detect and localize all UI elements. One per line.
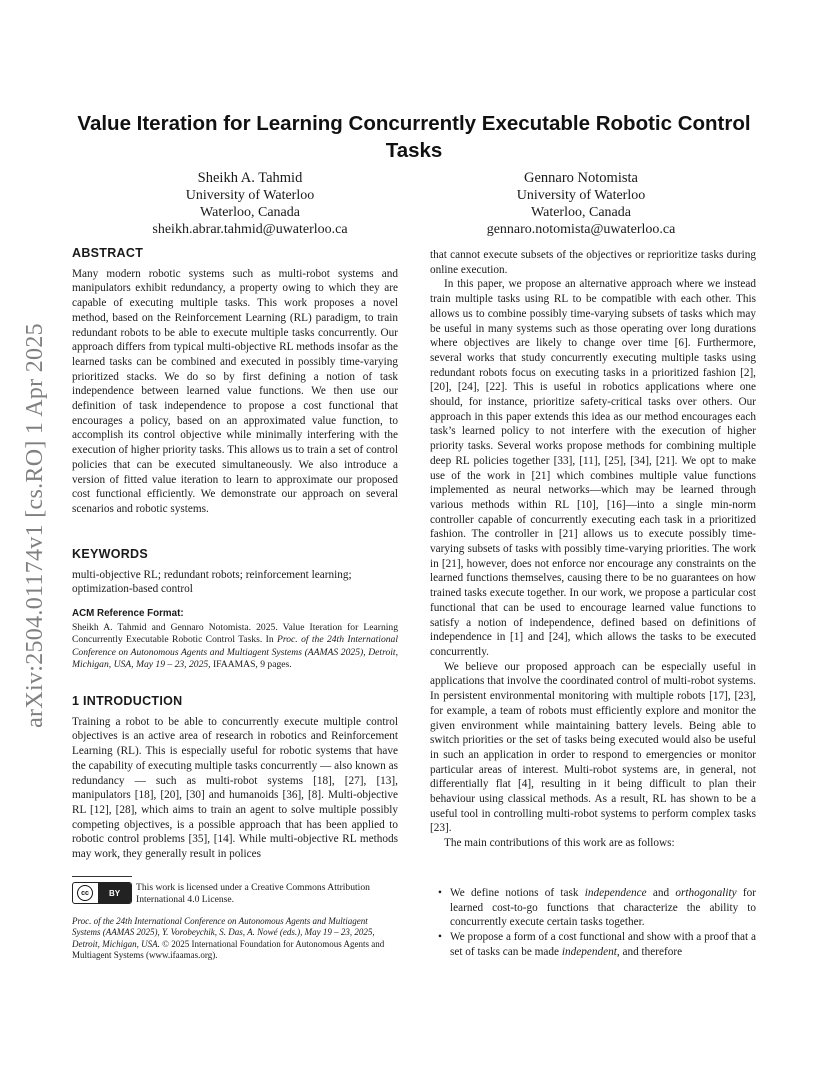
abstract-heading: ABSTRACT: [72, 246, 144, 260]
arxiv-identifier: arXiv:2504.01174v1 [cs.RO] 1 Apr 2025: [21, 322, 48, 728]
author-block: [431, 170, 731, 238]
abstract-text: Many modern robotic systems such as multi-robot systems and manipulators exhibit redundancy, a property owing to which they are capable of executing multiple tasks. This work proposes a novel method, based on the Reinforcement Learning (RL) paradigm, to train redundant robots to be able to execute multiple tasks concurrently. Our approach differs from typical multi-objective RL methods insofar as the learned tasks can be combined and executed in possibly time-varying prioritized stacks. We do so by first defining a notion of task independence between learned value functions. We then use our definition of task independence to propose a cost functional that encourages a policy, based on an approximated value function, to accomplish its control objective while minimally interfering with the execution of higher priority tasks. This allows us to train a set of control policies that can be executed simultaneously. We also introduce a version of fitted value iteration to learn to approximate our proposed cost functional efficiently. We demonstrate our approach on several scenarios and robotic systems.: [72, 267, 398, 515]
acm-reference-text: [72, 622, 398, 671]
license-text: This work is licensed under a Creative Commons Attribution International 4.0 License.: [136, 882, 370, 906]
proceedings-italic: Proc. of the 24th International Conference on Autonomous Agents and Multiagent Systems (AAMAS 2025), Y. Vorobeychik, S. Das, A. Nowé (eds.), May 19 – 23, 2025, Detroit, Michigan, USA.: [72, 916, 375, 949]
acm-reference-venue: Proc. of the 24th International Conference on Autonomous Agents and Multiagent Systems (AAMAS 2025), Detroit, Michigan, USA, May 19 – 23, 2025,: [72, 634, 399, 670]
proceedings-note: [72, 916, 398, 962]
author-location: Waterloo, Canada: [531, 205, 631, 220]
author-name: Sheikh A. Tahmid: [197, 170, 303, 186]
footnote-rule: [72, 876, 132, 877]
acm-reference: [72, 608, 398, 671]
license-note: [136, 882, 398, 906]
author-name: Gennaro Notomista: [524, 170, 638, 186]
author-affiliation: University of Waterloo: [516, 188, 646, 203]
cc-by-license-badge: [72, 882, 132, 904]
paragraph: In this paper, we propose an alternative approach where we instead train multiple tasks using RL to be compatible with each other. This allows us to combine possibly time-varying subsets of tasks which may be useful in many systems such as those operating over long durations where objectives are likely to change over time [6]. Furthermore, several works that study concurrently executing multiple tasks using redundant robots focus on executing tasks in a prioritized fashion [2], [20], [24], [22]. This is useful in robotics applications where one should, for instance, prioritize safety-critical tasks over others. Our approach in this paper extends this idea as our method encourages each task’s learned policy to not interfere with the execution of higher priority tasks. Several works propose methods for combining multiple deep RL policies together [33], [11], [25], [34], [21]. We opt to make use of the work in [21] which combines multiple value functions implemented as neural networks—which may be learned through various methods within RL [10], [16]—into a single min-norm controller capable of concurrently executing each task in a prioritized fashion. The controller in [21] allows us to execute possibly time-varying subsets of tasks with possibly time-varying priorities. The work in [21], however, does not enforce nor encourage any constraints on the learned functions themselves, causing there to be no guarantees on how trained tasks execute together. In our work, we propose a particular cost functional that can be used to encourage learned value functions to satisfy a notion of independence, defined based on definitions of independence in [1] and [24], which allows the tasks to be executed concurrently.: [430, 278, 756, 658]
acm-reference-plain: Sheikh A. Tahmid and Gennaro Notomista. 2025. Value Iteration for Learning Concurrently Executable Robotic Control Tasks. In: [72, 622, 398, 646]
author-affiliation: University of Waterloo: [185, 188, 315, 203]
paper-title: Value Iteration for Learning Concurrently Executable Robotic Control Tasks: [77, 112, 751, 162]
list-item: • We define notions of task independence and orthogonality for learned cost-to-go functions that characterize the ability to concurrently execute certain tasks together.: [438, 887, 756, 929]
author-email: sheikh.abrar.tahmid@uwaterloo.ca: [152, 222, 348, 237]
author-location: Waterloo, Canada: [200, 205, 300, 220]
keywords-text: multi-objective RL; redundant robots; reinforcement learning; optimization-based control: [72, 568, 352, 596]
keywords-section: [72, 547, 398, 597]
keywords-heading: KEYWORDS: [72, 547, 149, 561]
right-column-body: [430, 248, 756, 851]
contributions-list: [430, 886, 756, 960]
paragraph: The main contributions of this work are as follows:: [444, 837, 675, 850]
proceedings-text: [72, 916, 398, 962]
proceedings-plain: © 2025 International Foundation for Autonomous Agents and Multiagent Systems (www.ifaamas.org).: [72, 938, 385, 961]
introduction-heading: 1 INTRODUCTION: [72, 694, 183, 708]
author-email: gennaro.notomista@uwaterloo.ca: [486, 222, 676, 237]
acm-reference-end: IFAAMAS, 9 pages.: [210, 658, 292, 670]
paragraph: We believe our proposed approach can be especially useful in applications that involve the coordinated control of multi-robot systems. In persistent environmental monitoring with multiple robots [17], [23], for example, a team of robots must efficiently explore and monitor the given environment while maintaining battery levels. Being able to switch priorities or the set of tasks being executed would also be useful in such an application in order to respond to emergencies or monitor particular areas of interest. Multi-robot systems are, in general, not differentially flat [4], resulting in it being difficult to plan their behaviour using classical methods. As a result, RL has shown to be a useful tool in controlling multi-robot systems to perform complex tasks [23].: [430, 660, 756, 835]
list-item: • We propose a form of a cost functional and show with a proof that a set of tasks can be made independent, and therefore: [438, 931, 756, 958]
arxiv-stamp: [10, 290, 60, 760]
acm-reference-heading: ACM Reference Format:: [72, 608, 184, 619]
introduction-text: Training a robot to be able to concurrently execute multiple control objectives is an active area of research in robotics and Reinforcement Learning (RL). This is especially useful for robotic systems that have the capability of executing multiple tasks concurrently — also known as redundancy — such as multi-robot systems [18], [27], [13], manipulators [18], [20], [30] and humanoids [36], [8]. Multi-objective RL [12], [28], which aims to train an agent to solve multiple possibly competing objectives, is a possible approach that has been applied to robotic control problems [35], [14]. While multi-objective RL methods may work, they generally result in polices: [72, 715, 398, 861]
creative-commons-icon: cc: [77, 885, 93, 901]
author-block: [100, 170, 400, 238]
paragraph: that cannot execute subsets of the objectives or reprioritize tasks during online execution.: [430, 249, 756, 276]
abstract-section: [72, 246, 398, 517]
attribution-icon: BY: [98, 883, 131, 903]
introduction-section: [72, 694, 398, 862]
